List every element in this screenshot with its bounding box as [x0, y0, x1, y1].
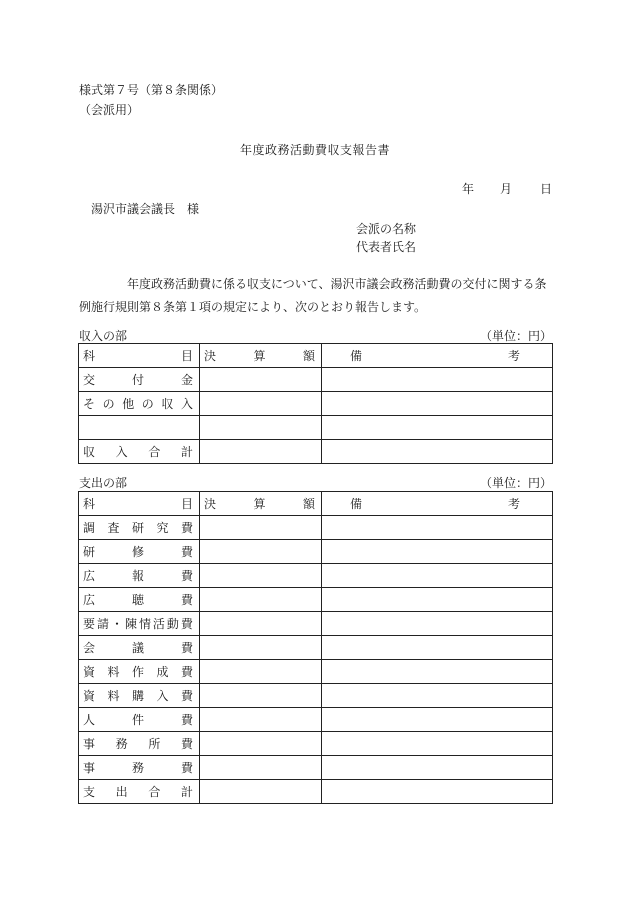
item-label-char: 費 — [180, 736, 193, 751]
item-label-char: 修 — [131, 544, 144, 559]
header-amount-char: 算 — [253, 496, 266, 511]
item-label-char: 請 — [96, 616, 109, 631]
header-amount-char: 額 — [302, 496, 315, 511]
item-label-char: 聴 — [131, 592, 144, 607]
expense-table — [78, 491, 553, 804]
item-label-char: 究 — [156, 520, 169, 535]
item-label-char: 合 — [148, 444, 161, 459]
item-label-char: 調 — [83, 520, 96, 535]
table-header-row — [79, 492, 553, 516]
header-amount-char: 額 — [302, 348, 315, 363]
amount-cell[interactable] — [200, 392, 322, 416]
item-cell — [79, 612, 200, 636]
item-label-char: 査 — [107, 520, 120, 535]
item-cell — [79, 392, 200, 416]
note-cell[interactable] — [322, 636, 553, 660]
representative-label: 代表者氏名 — [356, 240, 417, 254]
item-label-char: 料 — [107, 688, 120, 703]
header-note-char: 備 — [350, 496, 363, 511]
note-cell[interactable] — [322, 756, 553, 780]
item-label-char: 成 — [156, 664, 169, 679]
note-cell[interactable] — [322, 416, 553, 440]
item-label — [83, 397, 193, 411]
item-label — [83, 641, 193, 655]
item-label-char: 広 — [83, 568, 96, 583]
table-row — [79, 440, 553, 464]
item-label — [83, 713, 193, 727]
date-month-label: 月 — [500, 182, 513, 196]
item-label — [83, 761, 193, 775]
header-amount-cell — [200, 344, 322, 368]
header-note-char: 備 — [350, 348, 363, 363]
item-label-char: 務 — [115, 736, 128, 751]
item-label-char: 議 — [131, 640, 144, 655]
item-label-char: の — [141, 396, 154, 411]
header-item — [83, 497, 193, 511]
item-label — [83, 617, 193, 631]
item-label-char: 費 — [180, 760, 193, 775]
item-label-char: 要 — [83, 616, 96, 631]
item-label-char: 事 — [83, 760, 96, 775]
note-cell[interactable] — [322, 440, 553, 464]
amount-cell[interactable] — [200, 516, 322, 540]
item-cell — [79, 564, 200, 588]
item-label-char: 資 — [83, 688, 96, 703]
note-cell[interactable] — [322, 588, 553, 612]
item-cell — [79, 588, 200, 612]
item-cell — [79, 516, 200, 540]
item-cell — [79, 708, 200, 732]
item-label-char: 合 — [148, 784, 161, 799]
header-item-char: 科 — [83, 496, 96, 511]
item-label-char: 研 — [131, 520, 144, 535]
amount-cell[interactable] — [200, 780, 322, 804]
note-cell[interactable] — [322, 392, 553, 416]
amount-cell[interactable] — [200, 416, 322, 440]
item-label-char: 作 — [131, 664, 144, 679]
item-cell — [79, 440, 200, 464]
item-label-char: 事 — [83, 736, 96, 751]
amount-cell[interactable] — [200, 368, 322, 392]
item-cell — [79, 416, 200, 440]
form-number: 様式第７号（第８条関係） — [79, 83, 224, 97]
header-note-cell — [322, 492, 553, 516]
amount-cell[interactable] — [200, 540, 322, 564]
header-note-cell — [322, 344, 553, 368]
item-label-char: 費 — [180, 544, 193, 559]
table-row — [79, 612, 553, 636]
item-label-char: 費 — [180, 592, 193, 607]
header-amount-char: 算 — [253, 348, 266, 363]
date-day-label: 日 — [540, 182, 553, 196]
note-cell[interactable] — [322, 612, 553, 636]
header-item-char: 科 — [83, 348, 96, 363]
page-title: 年度政務活動費収支報告書 — [239, 143, 390, 157]
header-note-char: 考 — [507, 348, 520, 363]
note-cell[interactable] — [322, 684, 553, 708]
item-label-char: 収 — [161, 396, 174, 411]
item-label-char: 費 — [180, 568, 193, 583]
amount-cell[interactable] — [200, 612, 322, 636]
item-label-char: 計 — [180, 784, 193, 799]
item-label-char: 件 — [131, 712, 144, 727]
item-label — [83, 737, 193, 751]
item-label-char: 支 — [83, 784, 96, 799]
item-label-char: 情 — [138, 616, 151, 631]
item-label-char: 費 — [180, 664, 193, 679]
income-unit-label: （単位：円） — [479, 329, 552, 343]
amount-cell[interactable] — [200, 732, 322, 756]
note-cell[interactable] — [322, 708, 553, 732]
item-label-char: そ — [83, 396, 96, 411]
amount-cell[interactable] — [200, 636, 322, 660]
amount-cell[interactable] — [200, 660, 322, 684]
amount-cell[interactable] — [200, 684, 322, 708]
amount-cell[interactable] — [200, 588, 322, 612]
item-label-char: 陳 — [124, 616, 137, 631]
date-year-label: 年 — [462, 182, 475, 196]
note-cell[interactable] — [322, 660, 553, 684]
header-item-cell — [79, 492, 200, 516]
table-row — [79, 660, 553, 684]
header-note — [350, 497, 520, 511]
item-cell — [79, 636, 200, 660]
item-label-char: 付 — [131, 372, 144, 387]
item-label-char: 料 — [107, 664, 120, 679]
item-label — [83, 689, 193, 703]
income-table — [78, 343, 553, 464]
group-name-label: 会派の名称 — [356, 222, 417, 236]
item-cell — [79, 780, 200, 804]
item-label-char: 費 — [180, 520, 193, 535]
addressee: 湯沢市議会議長 様 — [91, 202, 200, 216]
amount-cell[interactable] — [200, 440, 322, 464]
item-label-char: 動 — [166, 616, 179, 631]
table-row — [79, 416, 553, 440]
header-amount — [204, 497, 315, 511]
item-label-char: 出 — [115, 784, 128, 799]
item-label-char: 購 — [131, 688, 144, 703]
header-item — [83, 349, 193, 363]
table-row — [79, 392, 553, 416]
item-label-char: 費 — [180, 640, 193, 655]
header-amount-char: 決 — [204, 348, 217, 363]
item-label-char: 交 — [83, 372, 96, 387]
item-label-char: の — [102, 396, 115, 411]
item-label-char: 金 — [180, 372, 193, 387]
item-label-char: 人 — [83, 712, 96, 727]
item-cell — [79, 684, 200, 708]
item-cell — [79, 732, 200, 756]
note-cell[interactable] — [322, 368, 553, 392]
item-label — [83, 373, 193, 387]
header-note — [350, 349, 520, 363]
table-row — [79, 516, 553, 540]
item-label-char: 費 — [180, 688, 193, 703]
table-row — [79, 780, 553, 804]
expense-unit-label: （単位：円） — [479, 476, 552, 490]
table-row — [79, 684, 553, 708]
note-cell[interactable] — [322, 780, 553, 804]
item-label-char: 入 — [156, 688, 169, 703]
body-text: 年度政務活動費に係る収支について、湯沢市議会政務活動費の交付に関する条例施行規則第８条第１項の規定により、次のとおり報告します。 — [79, 277, 547, 314]
item-label — [83, 593, 193, 607]
note-cell[interactable] — [322, 732, 553, 756]
item-label — [83, 569, 193, 583]
table-row — [79, 588, 553, 612]
header-item-cell — [79, 344, 200, 368]
item-label-char: ・ — [110, 616, 123, 631]
header-item-char: 目 — [180, 348, 193, 363]
income-section-label: 収入の部 — [79, 329, 128, 343]
header-amount — [204, 349, 315, 363]
table-row — [79, 708, 553, 732]
item-label — [83, 445, 193, 459]
item-label-char: 報 — [131, 568, 144, 583]
item-label-char: 会 — [83, 640, 96, 655]
item-label-char: 務 — [131, 760, 144, 775]
item-label-char: 入 — [115, 444, 128, 459]
table-row — [79, 636, 553, 660]
item-label — [83, 785, 193, 799]
item-label-char: 費 — [180, 712, 193, 727]
item-label-char: 他 — [122, 396, 135, 411]
table-row — [79, 540, 553, 564]
item-label-char: 計 — [180, 444, 193, 459]
note-cell[interactable] — [322, 516, 553, 540]
header-amount-cell — [200, 492, 322, 516]
item-label-char: 入 — [180, 396, 193, 411]
item-cell — [79, 660, 200, 684]
item-label — [83, 521, 193, 535]
item-label-char: 研 — [83, 544, 96, 559]
table-header-row — [79, 344, 553, 368]
table-row — [79, 564, 553, 588]
item-label-char: 資 — [83, 664, 96, 679]
amount-cell[interactable] — [200, 756, 322, 780]
header-amount-char: 決 — [204, 496, 217, 511]
amount-cell[interactable] — [200, 708, 322, 732]
header-item-char: 目 — [180, 496, 193, 511]
table-row — [79, 756, 553, 780]
item-label-char: 広 — [83, 592, 96, 607]
item-label-char: 費 — [180, 616, 193, 631]
header-note-char: 考 — [507, 496, 520, 511]
usage-note: （会派用） — [79, 103, 140, 117]
note-cell[interactable] — [322, 540, 553, 564]
item-cell — [79, 540, 200, 564]
item-cell — [79, 368, 200, 392]
table-row — [79, 368, 553, 392]
note-cell[interactable] — [322, 564, 553, 588]
table-row — [79, 732, 553, 756]
item-label-char: 収 — [83, 444, 96, 459]
item-label-char: 活 — [152, 616, 165, 631]
item-label — [83, 665, 193, 679]
item-cell — [79, 756, 200, 780]
expense-section-label: 支出の部 — [79, 476, 128, 490]
amount-cell[interactable] — [200, 564, 322, 588]
item-label-char: 所 — [148, 736, 161, 751]
item-label — [83, 545, 193, 559]
